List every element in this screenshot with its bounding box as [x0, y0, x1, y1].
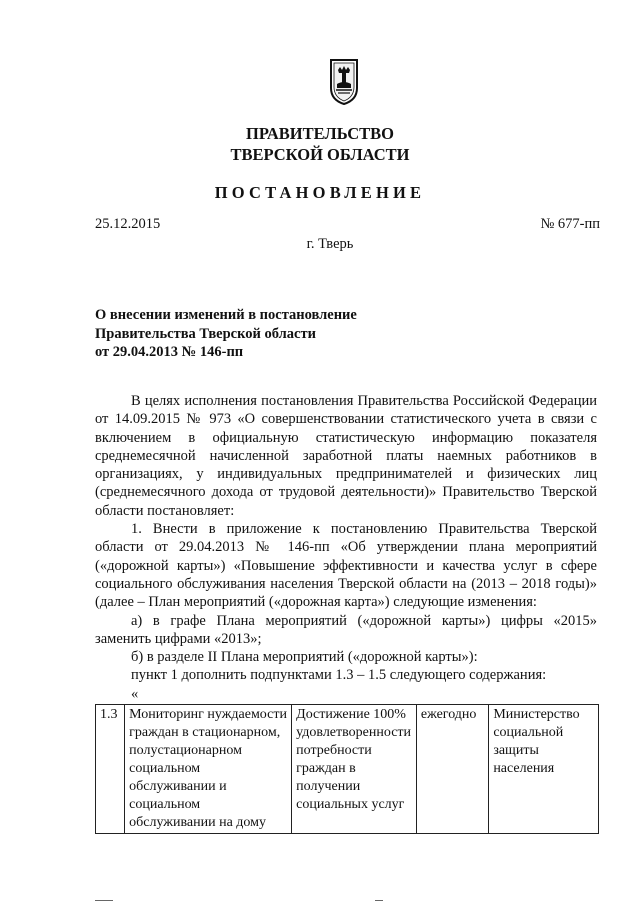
- document-type-title: ПОСТАНОВЛЕНИЕ: [214, 183, 426, 202]
- document-number: № 677-пп: [540, 216, 600, 232]
- body-paragraph-item-a: а) в графе Плана мероприятий («дорожной карты») цифры «2015» заменить цифрами «2013»;: [95, 612, 597, 647]
- body-paragraph-subitems: пункт 1 дополнить подпунктами 1.3 – 1.5 следующего содержания:: [131, 667, 547, 684]
- subject-line: Правительства Тверской области: [95, 325, 316, 342]
- scan-mark: [95, 900, 113, 901]
- cell-item-number: 1.3: [96, 705, 125, 834]
- cell-period: ежегодно: [416, 705, 488, 834]
- subject-line: от 29.04.2013 № 146-пп: [95, 344, 244, 360]
- document-city: г. Тверь: [306, 236, 354, 252]
- organization-name-line2: ТВЕРСКОЙ ОБЛАСТИ: [230, 145, 410, 164]
- opening-quote-mark: «: [131, 685, 139, 702]
- body-paragraph-item-b: б) в разделе II Плана мероприятий («дорожной карты»):: [131, 649, 478, 666]
- scan-mark: [375, 900, 383, 901]
- cell-responsible: Министерство социальной защиты населения: [489, 705, 599, 834]
- cell-result: Достижение 100% удовлетворенности потребности граждан в получении социальных услуг: [292, 705, 417, 834]
- coat-of-arms-emblem: [329, 58, 359, 106]
- body-paragraph-preamble: В целях исполнения постановления Правительства Российской Федерации от 14.09.2015 № 973 «О совершенствовании статистического учета в связи с включением в официальную статистическую информацию показателя среднемесячной начисленной заработной платы наемных работников в организациях, у индивидуальных предпринимателей и физических лиц (среднемесячного дохода от трудовой деятельности)» Правительство Тверской области постановляет:: [95, 393, 597, 519]
- document-subject: [95, 306, 357, 362]
- body-paragraph-item-1: 1. Внести в приложение к постановлению Правительства Тверской области от 29.04.2013 № 146-пп «Об утверждении плана мероприятий («дорожной карты») «Повышение эффективности и качества услуг в сфере социального обслуживания населения Тверской области на (2013 – 2018 годы)» (далее – План мероприятий («дорожная карта») следующие изменения:: [95, 521, 597, 611]
- organization-name-line1: ПРАВИТЕЛЬСТВО: [246, 124, 394, 143]
- page-bottom-cutoff: [0, 838, 640, 905]
- document-date: 25.12.2015: [95, 216, 161, 232]
- cell-measure: Мониторинг нуждаемости граждан в стационарном, полустационарном социальном обслуживании и социальном обслуживании на дому: [125, 705, 292, 834]
- table-row: [96, 705, 599, 834]
- subject-line: О внесении изменений в постановление: [95, 307, 357, 323]
- plan-measures-table: [95, 704, 599, 834]
- document-body: [95, 392, 597, 703]
